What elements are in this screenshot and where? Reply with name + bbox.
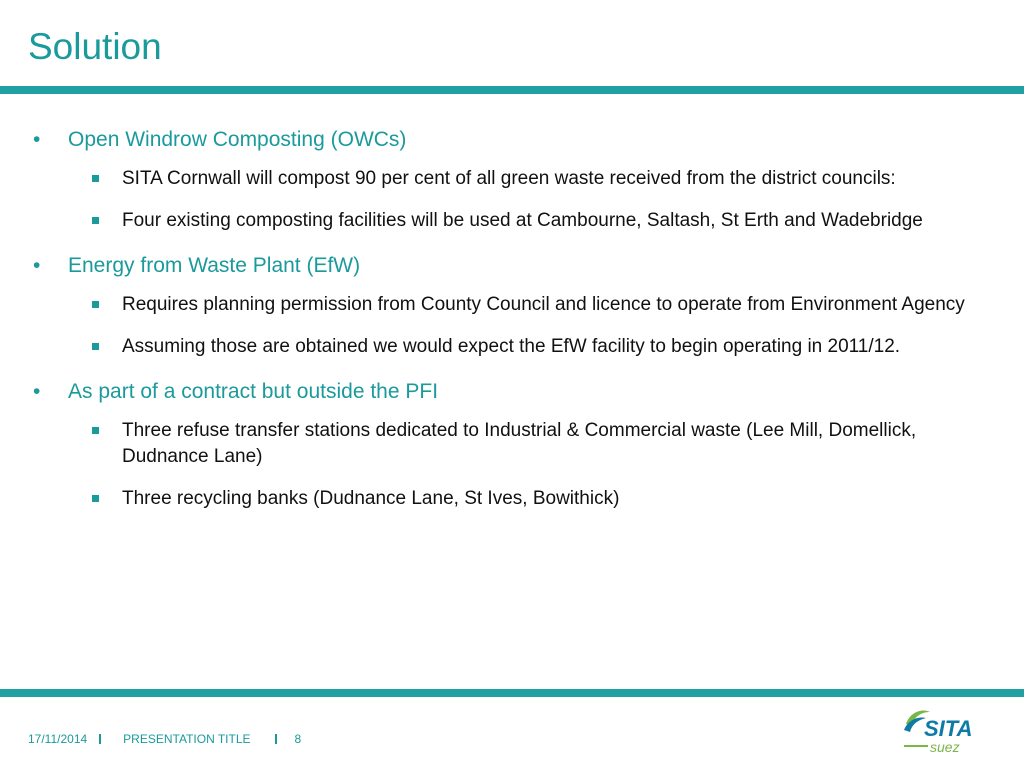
bullet-dot-icon: • [33,254,41,277]
subitem [0,166,1024,192]
footer-separator [275,734,277,744]
square-bullet-icon [92,301,99,308]
logo-subwordmark: suez [930,739,960,755]
bullet-text: As part of a contract but outside the PFI [68,380,439,403]
subitem [0,486,1024,512]
square-bullet-icon [92,495,99,502]
bullet-efw [0,250,1024,282]
subitem-text: SITA Cornwall will compost 90 per cent of all green waste received from the district councils: [122,168,896,189]
slide-title: Solution [28,26,162,67]
subitem-text: Three recycling banks (Dudnance Lane, St Ives, Bowithick) [122,488,620,509]
subitem-text: Three refuse transfer stations dedicated to Industrial & Commercial waste (Lee Mill, Domellick, Dudnance Lane) [122,420,917,467]
subitem-text: Assuming those are obtained we would expect the EfW facility to begin operating in 2011/12. [122,336,901,357]
sita-suez-logo-icon [900,706,990,758]
footer [28,731,301,747]
slide-content [0,124,1024,528]
bullet-dot-icon: • [33,128,41,151]
subitem [0,208,1024,234]
bullet-dot-icon: • [33,380,41,403]
square-bullet-icon [92,217,99,224]
subitem-text: Four existing composting facilities will be used at Cambourne, Saltash, St Erth and Wadebridge [122,210,923,231]
subitem-text: Requires planning permission from County Council and licence to operate from Environment Agency [122,294,965,315]
subitem [0,334,1024,360]
footer-page-number: 8 [294,732,302,746]
bullet-contract [0,376,1024,408]
footer-presentation-title: PRESENTATION TITLE [123,732,251,746]
subitem [0,292,1024,318]
footer-date: 17/11/2014 [28,732,88,746]
bullet-text: Open Windrow Composting (OWCs) [68,128,407,151]
square-bullet-icon [92,343,99,350]
subitem [0,418,1024,470]
square-bullet-icon [92,175,99,182]
footer-separator [99,734,101,744]
square-bullet-icon [92,427,99,434]
logo-wordmark: SITA [924,716,973,741]
title-divider [0,86,1024,94]
bullet-owc [0,124,1024,156]
bullet-text: Energy from Waste Plant (EfW) [68,254,361,277]
footer-divider [0,689,1024,697]
